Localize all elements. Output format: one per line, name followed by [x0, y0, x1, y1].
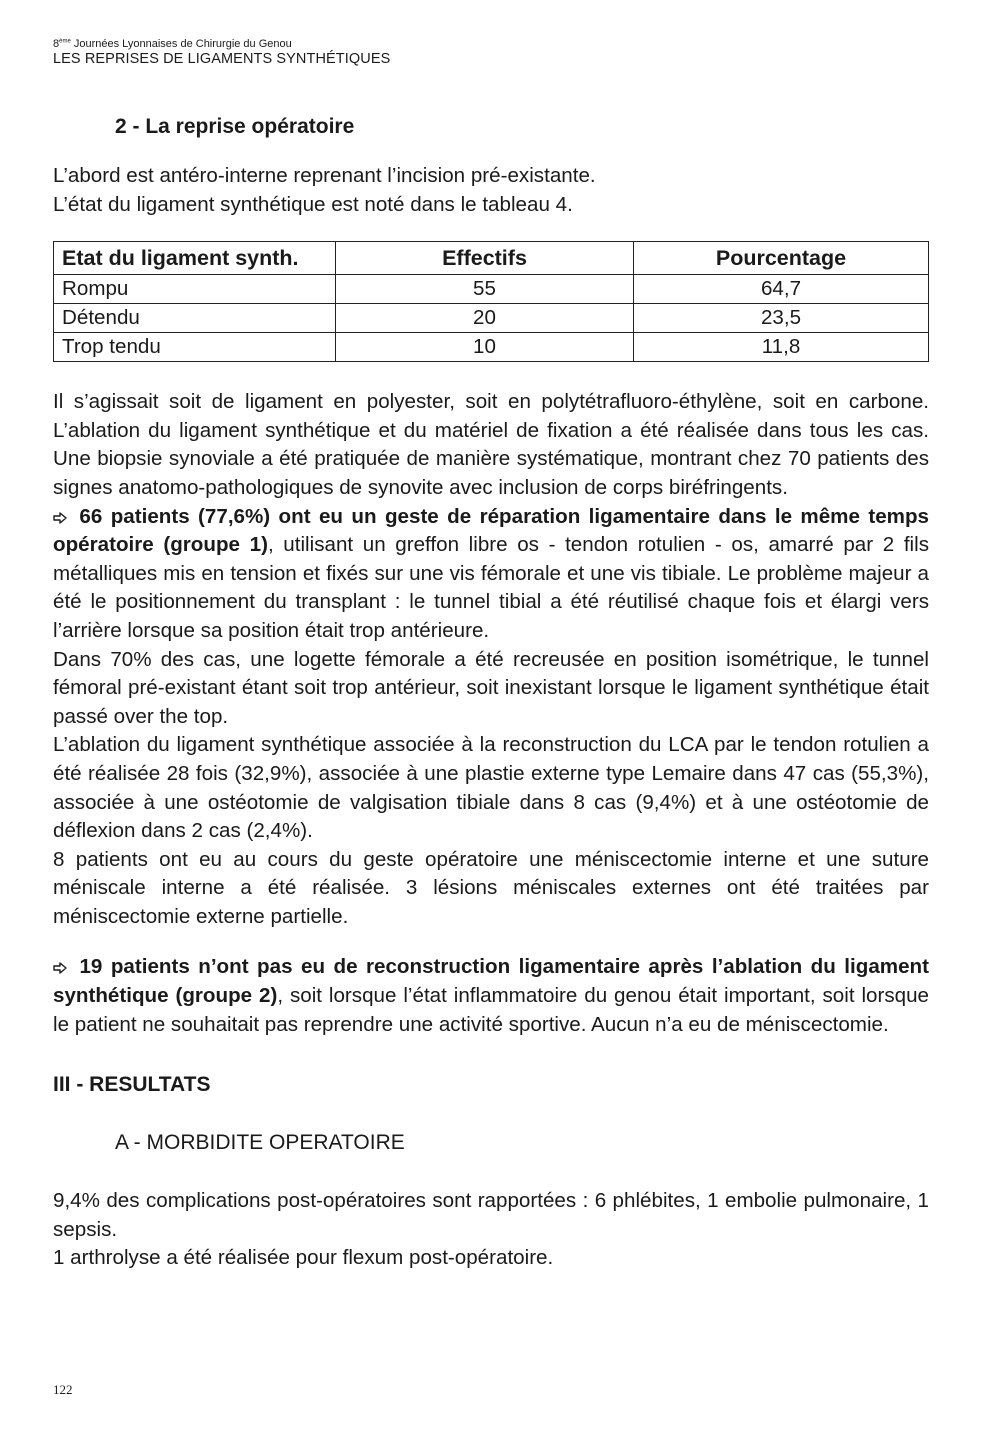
table-cell: Détendu [54, 304, 336, 333]
paragraph-complications: 9,4% des complications post-opératoires sont rapportées : 6 phlébites, 1 embolie pulmonaire, 1 sepsis. [53, 1189, 929, 1241]
table-cell: 20 [336, 304, 634, 333]
intro-line-1: L’abord est antéro-interne reprenant l’incision pré-existante. [53, 164, 596, 187]
table-cell: Trop tendu [54, 333, 336, 362]
table-row [54, 304, 929, 333]
page-number: 122 [53, 1382, 73, 1397]
arrow-right-icon [53, 503, 71, 532]
page-content [53, 112, 929, 1273]
paragraph-arthrolysis: 1 arthrolyse a été réalisée pour flexum post-opératoire. [53, 1246, 554, 1270]
group-1-highlight: 66 patients (77,6%) ont eu un geste de réparation ligamentaire dans le même temps opératoire (groupe 1) [53, 504, 929, 557]
intro-line-2: L’état du ligament synthétique est noté dans le tableau 4. [53, 192, 573, 216]
group-2-highlight: 19 patients n’ont pas eu de reconstruction ligamentaire après l’ablation du ligament synthétique (groupe 2) [53, 955, 929, 1008]
table-cell: 55 [336, 275, 634, 304]
morbidity-subheading: A - MORBIDITE OPERATOIRE [115, 1131, 405, 1155]
table-header-row [54, 242, 929, 275]
table-cell: Rompu [54, 275, 336, 304]
paragraph-group-1 [53, 503, 929, 646]
table-header-cell: Etat du ligament synth. [54, 242, 336, 275]
table-header-cell: Pourcentage [634, 242, 929, 275]
arrow-right-icon [53, 953, 71, 982]
running-head [53, 38, 390, 67]
table-cell: 10 [336, 333, 634, 362]
table-cell: 11,8 [634, 333, 929, 362]
paragraph-ligament-types: Il s’agissait soit de ligament en polyester, soit en polytétrafluoro-éthylène, soit en carbone. L’ablation du ligament synthétique et du matériel de fixation a été réalisée dans tous les cas. Une biopsie synoviale a été pratiquée de manière systématique, montrant chez 70 patients des signes anatomo-pathologiques de synovite avec inclusion de corps biréfringents. [53, 390, 929, 499]
ligament-state-table [53, 241, 929, 362]
group-2-text: , soit lorsque l’état inflammatoire du genou était important, soit lorsque le patient ne souhaitait pas reprendre une activité sportive. Aucun n’a eu de méniscectomie. [53, 984, 929, 1036]
table-cell: 23,5 [634, 304, 929, 333]
table-row [54, 333, 929, 362]
paragraph-meniscectomy: 8 patients ont eu au cours du geste opératoire une méniscectomie interne et une suture méniscale interne a été réalisée. 3 lésions méniscales externes ont été traitées par méniscectomie externe partielle. [53, 847, 929, 928]
paragraph-associated-procedures: L’ablation du ligament synthétique associée à la reconstruction du LCA par le tendon rotulien a été réalisée 28 fois (32,9%), associée à une plastie externe type Lemaire dans 47 cas (55,3%), associée à une ostéotomie de valgisation tibiale dans 8 cas (9,4%) et à une ostéotomie de déflexion dans 2 cas (2,4%). [53, 733, 929, 843]
group-1-text: , utilisant un greffon libre os - tendon rotulien - os, amarré par 2 fils métalliques mis en tension et fixés sur une vis fémorale et une vis tibiale. Le problème majeur a été le positionnement du transplant : le tunnel tibial a été réutilisé chaque fois et élargi vers l’arrière lorsque sa position était trop antérieure. [53, 533, 929, 642]
table-cell: 64,7 [634, 275, 929, 304]
table-row [54, 275, 929, 304]
section-heading: 2 - La reprise opératoire [115, 115, 355, 138]
paragraph-femoral-tunnel: Dans 70% des cas, une logette fémorale a été recreusée en position isométrique, le tunnel fémoral pré-existant étant soit trop antérieur, soit inexistant lorsque le ligament synthétique était passé over the top. [53, 647, 929, 728]
running-head-conference: 8ème Journées Lyonnaises de Chirurgie du Genou [53, 38, 292, 50]
results-heading: III - RESULTATS [53, 1073, 211, 1097]
running-head-title: LES REPRISES DE LIGAMENTS SYNTHÉTIQUES [53, 50, 391, 67]
paragraph-group-2 [53, 953, 929, 1039]
table-header-cell: Effectifs [336, 242, 634, 275]
